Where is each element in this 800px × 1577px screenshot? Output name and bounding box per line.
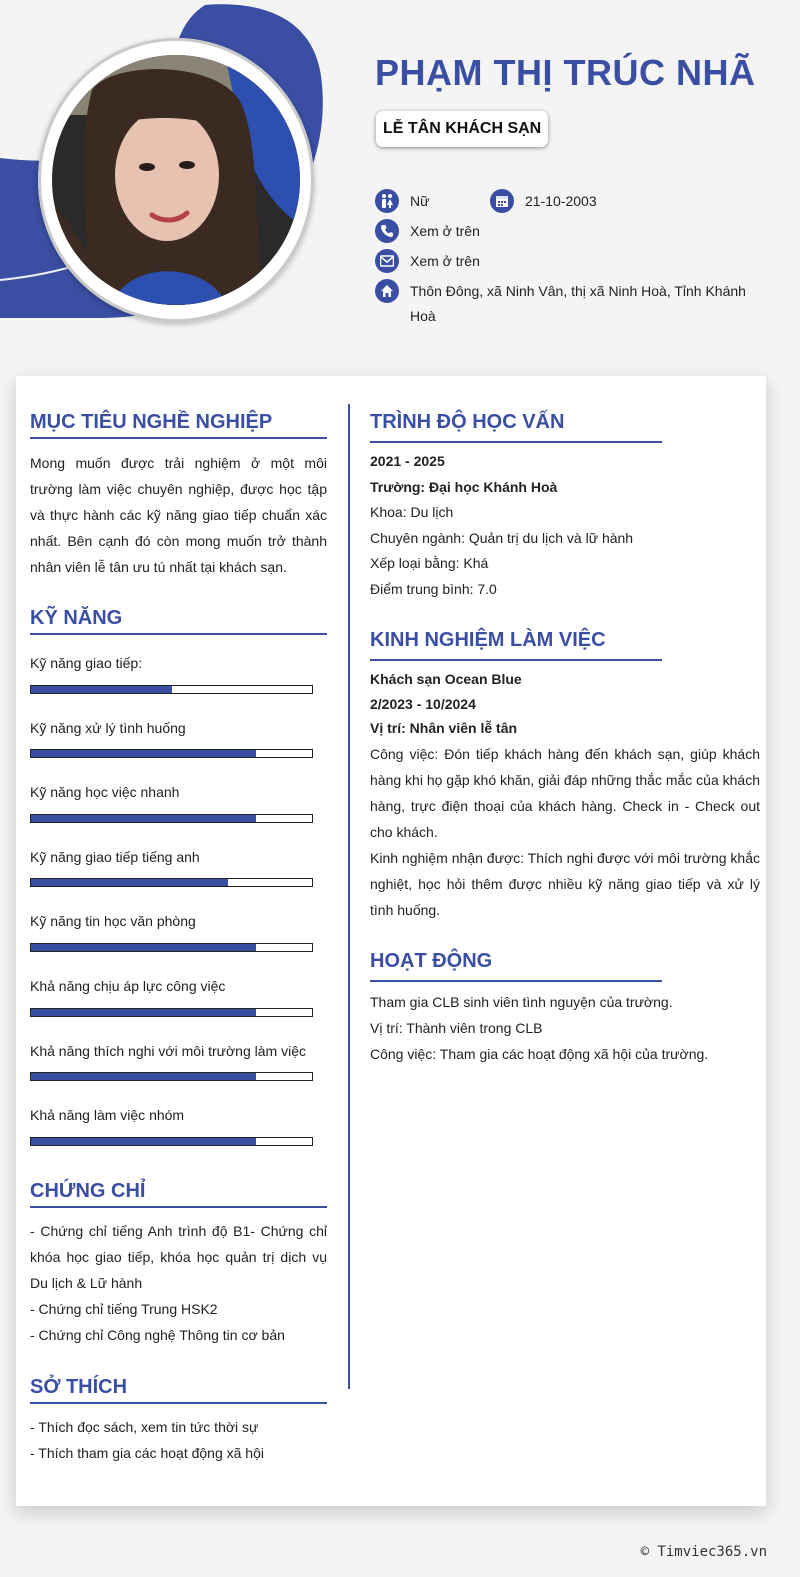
skill-bar [30,878,313,887]
birthdate-value: 21-10-2003 [525,193,597,209]
skill-bar-fill [31,815,256,822]
skill-bar [30,685,313,694]
hobbies-title: SỞ THÍCH [30,1376,128,1398]
home-icon [375,279,399,303]
skill-label: Kỹ năng tin học văn phòng [30,913,196,929]
skill-bar [30,1137,313,1146]
education-major: Chuyên ngành: Quản trị du lịch và lữ hành [370,529,634,546]
avatar [52,55,300,305]
footer-credit[interactable]: © Timviec365.vn [640,1544,767,1560]
education-rule [370,441,662,443]
skill-bar-fill [31,686,172,693]
skills-title: KỸ NĂNG [30,607,123,629]
skill-bar [30,1008,313,1017]
education-title: TRÌNH ĐỘ HỌC VẤN [370,411,565,433]
skill-bar [30,749,313,758]
certificates-title: CHỨNG CHỈ [30,1180,146,1202]
skill-label: Khả năng làm việc nhóm [30,1107,185,1123]
skill-bar [30,943,313,952]
gender-value: Nữ [410,193,430,209]
certificate-line: - Chứng chỉ tiếng Anh trình độ B1- Chứng chỉ khóa học giao tiếp, khóa học quản trị dịch vụ Du lịch & Lữ hành [30,1223,327,1291]
certificate-line: - Chứng chỉ Công nghệ Thông tin cơ bản [30,1327,285,1343]
objective-title: MỤC TIÊU NGHỀ NGHIỆP [30,411,273,433]
education-period: 2021 - 2025 [370,453,445,469]
skill-label: Kỹ năng xử lý tình huống [30,720,186,736]
objective-text: Mong muốn được trải nghiệm ở một môi trường làm việc chuyên nghiệp, được học tập và thực hành các kỹ năng giao tiếp chuẩn xác nhất. Bên cạnh đó còn mong muốn trở thành nhân viên lễ tân ưu tú nhất tại khách sạn. [30,455,327,575]
skill-bar-fill [31,750,256,757]
certificates-list [30,1218,327,1348]
activities-list [370,989,760,1067]
objective-rule [30,437,327,439]
activity-line: Công việc: Tham gia các hoạt động xã hội của trường. [370,1046,709,1062]
experience-lessons: Kinh nghiệm nhận được: Thích nghi được với môi trường khắc nghiệt, học hỏi thêm được nhiều kỹ năng giao tiếp và xử lý tình huống. [370,849,760,918]
skill-bar-fill [31,1009,256,1016]
experience-period: 2/2023 - 10/2024 [370,695,476,712]
education-gpa: Điểm trung bình: 7.0 [370,580,497,597]
hobbies-rule [30,1402,327,1404]
skill-bar [30,814,313,823]
skill-bar-fill [31,1073,256,1080]
skill-label: Kỹ năng giao tiếp tiếng anh [30,849,200,865]
education-details [370,449,760,602]
certificates-rule [30,1206,327,1208]
skill-label: Khả năng thích nghi với môi trường làm việc [30,1043,306,1059]
activity-line: Vị trí: Thành viên trong CLB [370,1020,543,1036]
gender-icon [375,189,399,213]
job-title-badge: LỄ TÂN KHÁCH SẠN [376,111,548,147]
address-value: Thôn Đông, xã Ninh Vân, thị xã Ninh Hoà, Tỉnh Khánh Hoà [410,283,746,324]
hobby-line: - Thích tham gia các hoạt động xã hội [30,1445,264,1461]
phone-value: Xem ở trên [410,223,480,239]
education-faculty: Khoa: Du lịch [370,504,454,520]
experience-company: Khách sạn Ocean Blue [370,671,522,687]
skill-label: Kỹ năng học việc nhanh [30,784,180,800]
skill-bar-fill [31,1138,256,1145]
experience-title: KINH NGHIỆM LÀM VIỆC [370,629,606,651]
certificate-line: - Chứng chỉ tiếng Trung HSK2 [30,1301,218,1317]
skill-label: Kỹ năng giao tiếp: [30,655,143,671]
calendar-icon [490,189,514,213]
education-grade: Xếp loại bằng: Khá [370,555,489,571]
skill-label: Khả năng chịu áp lực công việc [30,978,226,994]
experience-details [370,667,760,923]
activities-title: HOẠT ĐỘNG [370,950,493,972]
phone-icon [375,219,399,243]
skill-bar-fill [31,944,256,951]
activities-rule [370,980,662,982]
email-value: Xem ở trên [410,253,480,269]
email-icon [375,249,399,273]
hobby-line: - Thích đọc sách, xem tin tức thời sự [30,1419,259,1435]
column-divider [348,404,350,1389]
experience-position: Vị trí: Nhân viên lễ tân [370,720,518,736]
hobbies-list [30,1414,327,1466]
experience-rule [370,659,662,661]
avatar-photo [52,55,300,305]
skill-bar-fill [31,879,228,886]
activity-line: Tham gia CLB sinh viên tình nguyện của trường. [370,994,673,1010]
skills-rule [30,633,327,635]
skill-bar [30,1072,313,1081]
education-school: Trường: Đại học Khánh Hoà [370,478,558,495]
candidate-name: PHẠM THỊ TRÚC NHÃ [375,52,756,93]
experience-duties: Công việc: Đón tiếp khách hàng đến khách sạn, giúp khách hàng khi họ gặp khó khăn, giải đáp những thắc mắc của khách hàng, trực điện thoại của khách hàng. Check in - Check out cho khách. [370,745,760,840]
cv-header [0,0,800,350]
